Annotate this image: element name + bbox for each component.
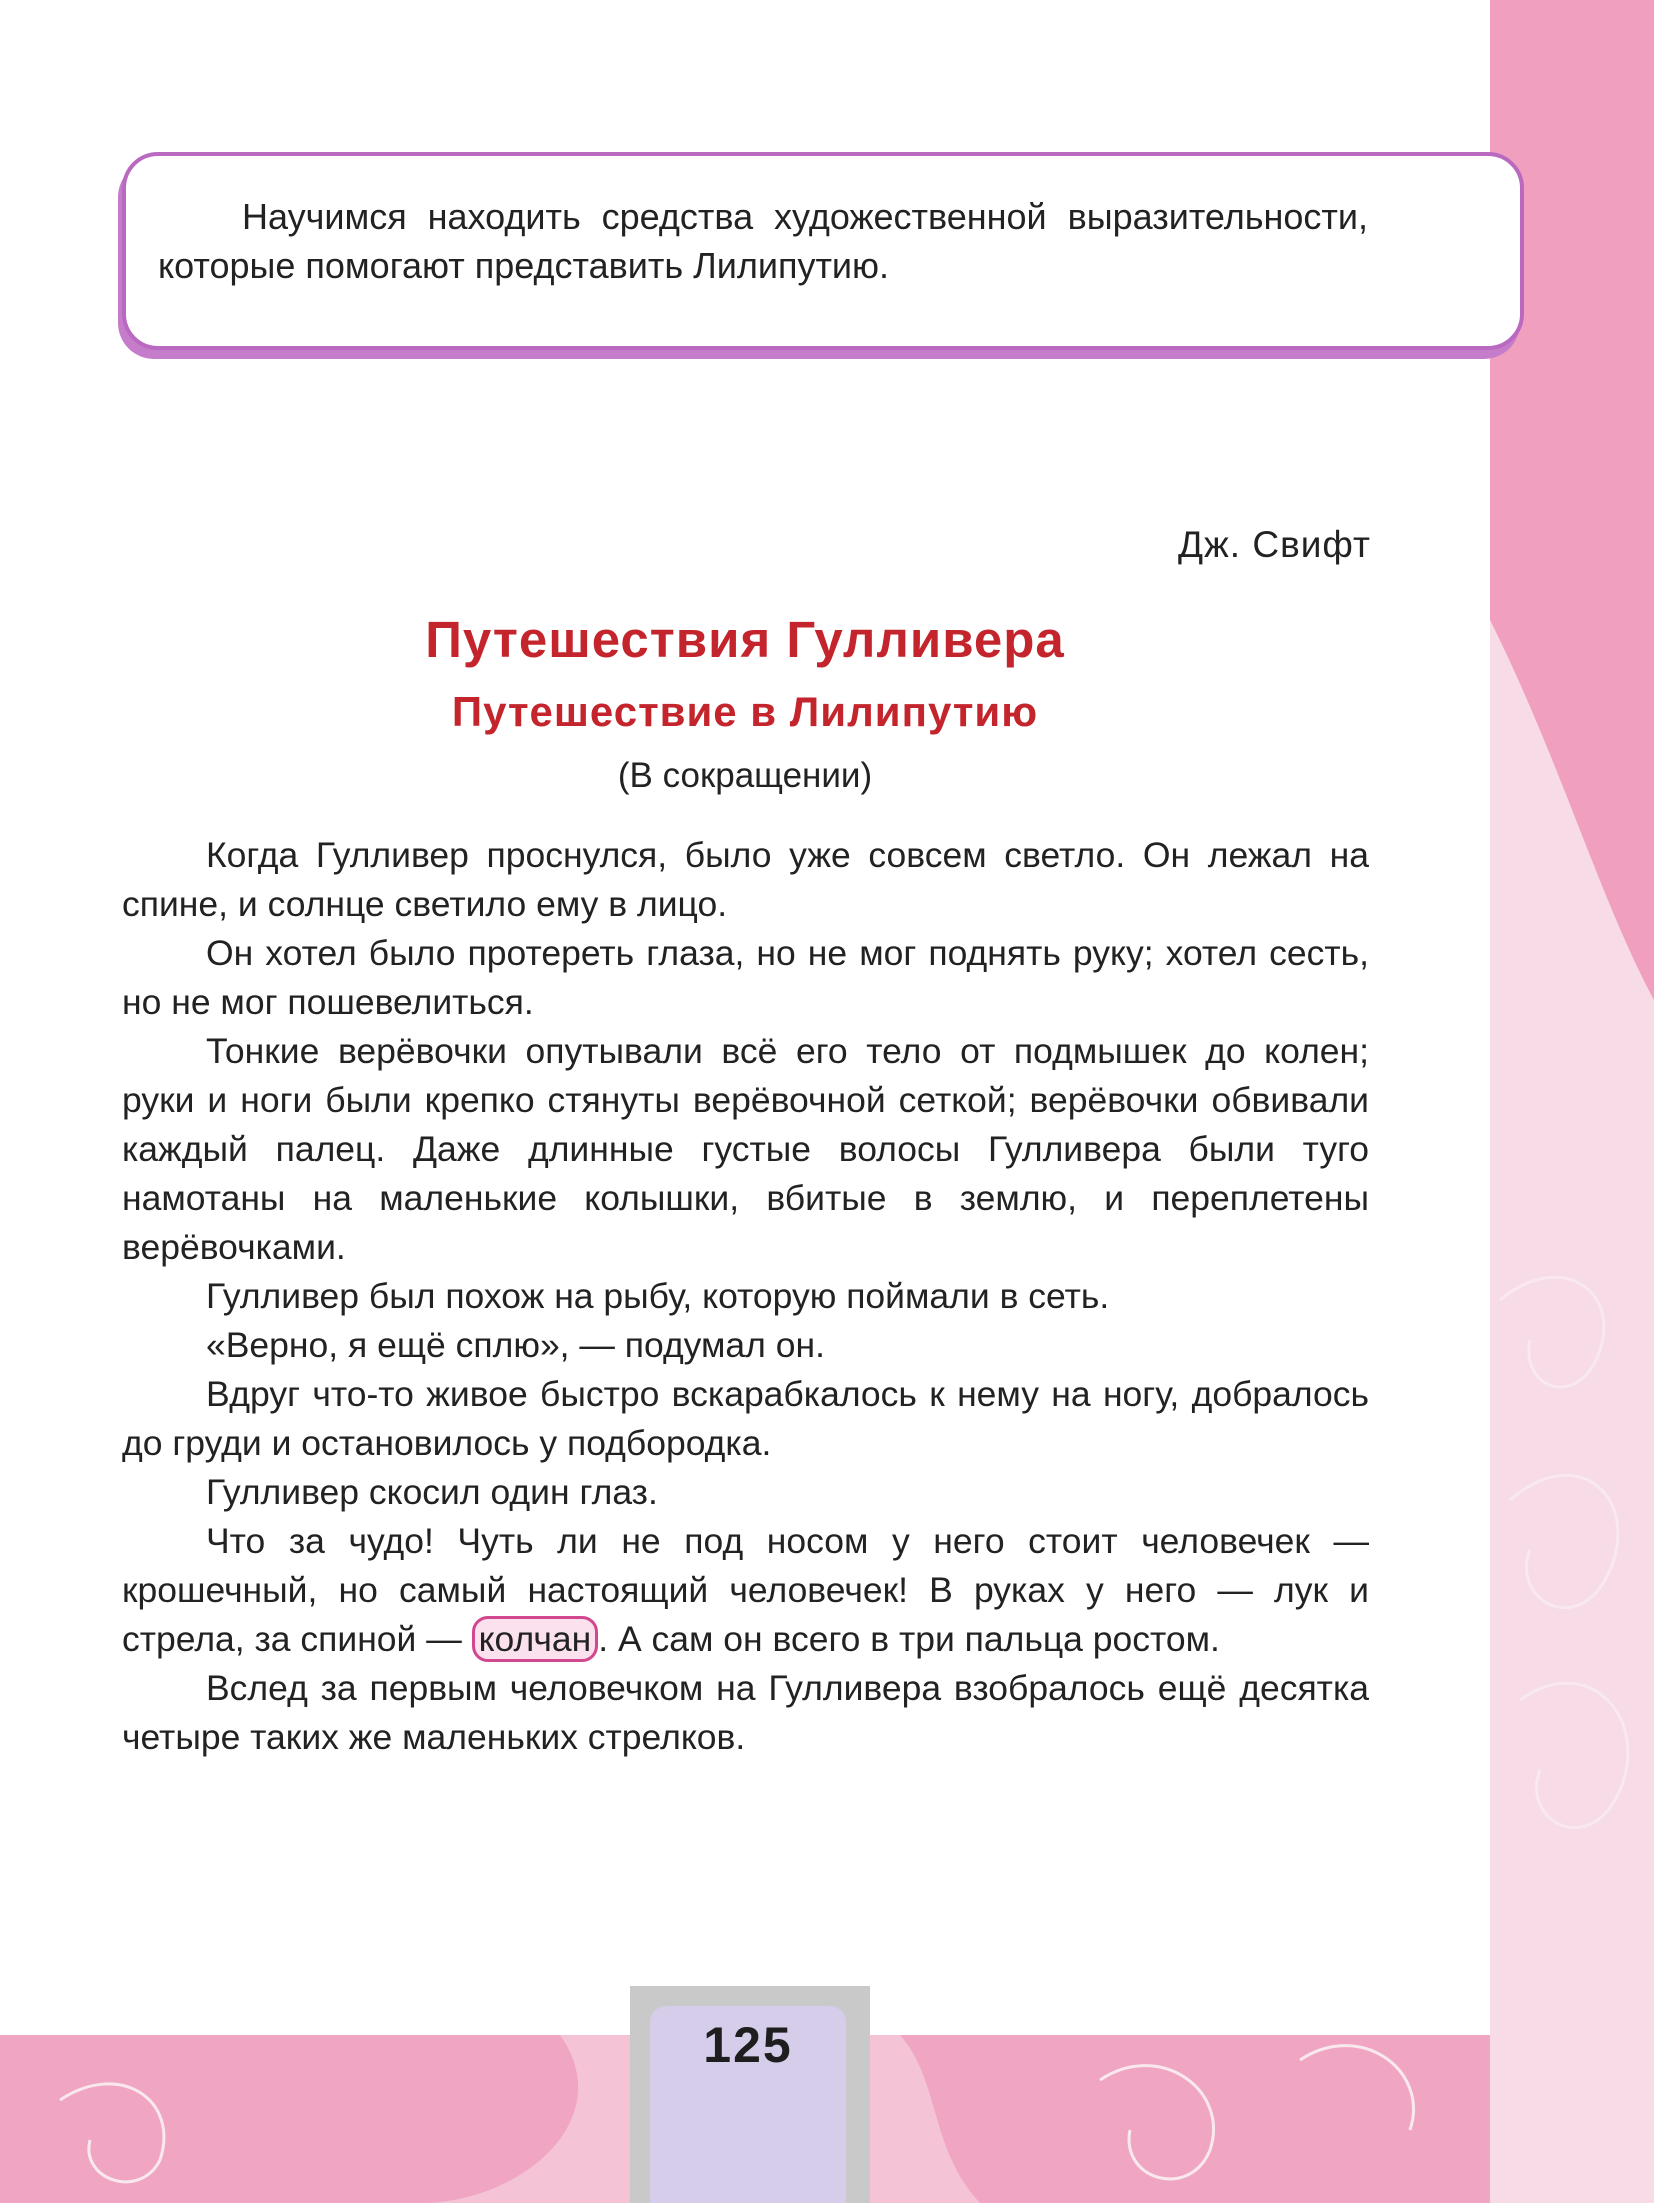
- paragraph-text: Что за чудо! Чуть ли не под носом у него стоит человечек — крошечный, но самый настоящий человечек! В руках у него — лук и стрела, за спиной —: [122, 1521, 1369, 1659]
- story-paragraph: Гулливер был похож на рыбу, которую поймали в сеть.: [206, 1276, 1110, 1316]
- story-paragraph: Он хотел было протереть глаза, но не мог поднять руку; хотел сесть, но не мог пошевелиться.: [122, 933, 1369, 1022]
- story-paragraph: [122, 1517, 1369, 1664]
- author-name: Дж. Свифт: [1178, 524, 1371, 565]
- story-paragraph: Вслед за первым человечком на Гулливера взобралось ещё десятка четыре таких же маленьких стрелков.: [122, 1668, 1369, 1757]
- page-number: 125: [703, 2017, 793, 2073]
- lesson-goal-text: Научимся находить средства художественной выразительности, которые помогают представить Лилипутию.: [158, 196, 1368, 286]
- abridged-note: (В сокращении): [617, 756, 873, 795]
- story-paragraph: Гулливер скосил один глаз.: [206, 1472, 658, 1512]
- story-paragraph: Тонкие верёвочки опутывали всё его тело от подмышек до колен; руки и ноги были крепко стянуты верёвочной сеткой; верёвочки обвивали каждый палец. Даже длинные густые волосы Гулливера были туго намотаны на маленькие колышки, вбитые в землю, и переплетены верёвочками.: [122, 1031, 1369, 1267]
- story-paragraph: Вдруг что-то живое быстро вскарабкалось к нему на ногу, добралось до груди и остановилось у подбородка.: [122, 1374, 1369, 1463]
- story-subtitle: Путешествие в Лилипутию: [451, 688, 1039, 735]
- story-paragraph: Когда Гулливер проснулся, было уже совсем светло. Он лежал на спине, и солнце светило ему в лицо.: [122, 835, 1369, 924]
- story-title: Путешествия Гулливера: [425, 611, 1065, 668]
- story-text: [122, 831, 1369, 1762]
- glossary-word-highlight[interactable]: колчан: [472, 1616, 599, 1662]
- paragraph-text: . А сам он всего в три пальца ростом.: [598, 1619, 1220, 1659]
- story-paragraph: «Верно, я ещё сплю», — подумал он.: [206, 1325, 825, 1365]
